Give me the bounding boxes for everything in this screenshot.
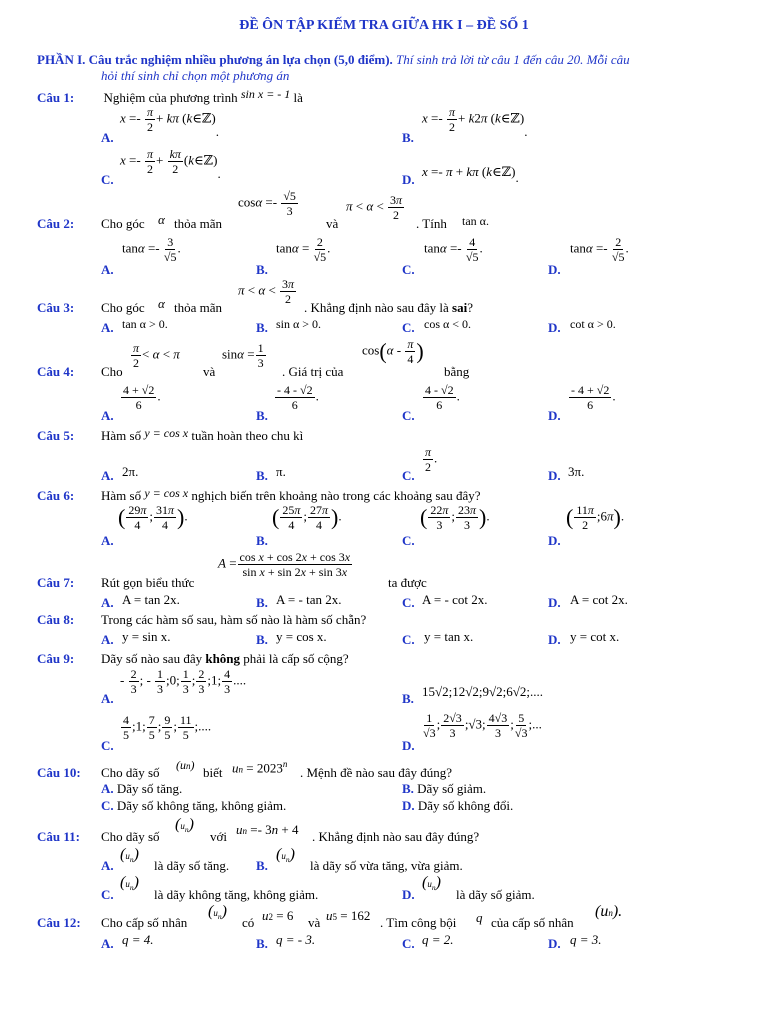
question-text: Rút gọn biểu thức [101, 575, 195, 590]
q12-choice-c-math: q = 2. [422, 932, 454, 947]
q8-choice-c-math: y = tan x. [424, 629, 474, 644]
question-text: và [308, 915, 321, 930]
question-label: Câu 12: [37, 915, 81, 930]
q8-choice-a-label[interactable]: A. [101, 632, 114, 647]
math-sequence: $(u_n)$ [208, 903, 227, 921]
question-5 [37, 428, 74, 444]
question-text: ta được [388, 575, 427, 590]
question-label: Câu 11: [37, 829, 80, 844]
question-text: . Khẳng định nào sau đây đúng? [312, 829, 480, 844]
q5-choice-d-math: 3π. [568, 464, 585, 479]
math-alpha: α [158, 212, 165, 227]
q5-choice-b-label[interactable]: B. [256, 468, 268, 483]
question-text: . Tìm công bội [380, 915, 457, 930]
math-u5: u5 = 162 [326, 908, 371, 923]
question-text: và [326, 216, 339, 231]
q12-choice-a-label[interactable]: A. [101, 936, 114, 951]
q11-choice-c-text: là dãy không tăng, không giảm. [154, 887, 319, 902]
q12-choice-b-label[interactable]: B. [256, 936, 268, 951]
q8-choice-a-math: y = sin x. [122, 629, 171, 644]
math-range: $\frac{\pi}{2}$ < α < π [133, 341, 180, 370]
q2-choice-b-label[interactable]: B. [256, 262, 268, 277]
q6-choice-a-math: ( $\frac{29\pi}{4}$ ; $\frac{31\pi}{4}$ ). [118, 503, 188, 532]
q8-choice-d-math: y = cot x. [570, 629, 620, 644]
question-text: Hàm số y = cos x tuần hoàn theo chu kì [101, 426, 304, 443]
q8-choice-b-label[interactable]: B. [256, 632, 268, 647]
q5-choice-d-label[interactable]: D. [548, 468, 561, 483]
q5-choice-a-label[interactable]: A. [101, 468, 114, 483]
q7-choice-b-math: A = - tan 2x. [276, 592, 342, 607]
q6-choice-a-label[interactable]: A. [101, 533, 114, 548]
question-text: . Mệnh đề nào sau đây đúng? [300, 765, 452, 780]
question-text: bằng [444, 364, 470, 379]
q11-choice-a-label[interactable]: A. [101, 858, 114, 873]
section-label: PHẦN I. Câu trắc nghiệm nhiều phương án lựa chọn (5,0 điểm). [37, 52, 393, 67]
q7-choice-a-math: A = tan 2x. [122, 592, 180, 607]
q2-choice-a-label[interactable]: A. [101, 262, 114, 277]
q4-choice-c-math: $\frac{4 - √2}{6}$ . [425, 383, 460, 412]
q1-choice-a-label[interactable]: A. [101, 130, 114, 145]
question-text: . Giá trị của [282, 364, 344, 379]
q7-choice-b-label[interactable]: B. [256, 595, 268, 610]
q1-choice-d-label[interactable]: D. [402, 172, 415, 187]
question-text: Cho [101, 364, 123, 379]
q3-choice-a-label[interactable]: A. [101, 320, 114, 335]
math-sin: sinα = $\frac{1}{3}$ [222, 341, 264, 370]
q1-choice-d-math: x =- π + kπ (k∈ℤ). [422, 164, 519, 185]
question-text: Cho góc [101, 300, 145, 315]
question-label: Câu 3: [37, 300, 75, 315]
q9-choice-c-label[interactable]: C. [101, 738, 114, 753]
q2-choice-c-label[interactable]: C. [402, 262, 415, 277]
q10-choice-b[interactable]: B. Dãy số giảm. [402, 781, 487, 796]
math-cos-expr: cos(α - $\frac{\pi}{4}$ ) [362, 337, 424, 366]
q7-choice-d-label[interactable]: D. [548, 595, 561, 610]
question-label: Câu 1: [37, 90, 75, 105]
q5-choice-a-math: 2π. [122, 464, 139, 479]
question-3 [37, 300, 74, 316]
q8-choice-b-math: y = cos x. [276, 629, 327, 644]
question-8 [37, 612, 74, 628]
q10-choice-a[interactable]: A. Dãy số tăng. [101, 781, 183, 796]
q12-choice-d-label[interactable]: D. [548, 936, 561, 951]
q1-choice-c-label[interactable]: C. [101, 172, 114, 187]
question-label: Câu 4: [37, 364, 75, 379]
math-sequence: (un) [176, 758, 195, 772]
question-4 [37, 364, 74, 380]
q9-choice-d-label[interactable]: D. [402, 738, 415, 753]
q9-choice-a-math: - $\frac{2}{3}$ ; - $\frac{1}{3}$ ;0; $\frac{1}{3}$ ; $\frac{2}{3}$ ;1; $\frac{4}{3}$ .... [120, 667, 247, 696]
math-sequence: $(u_n)$ [175, 816, 194, 834]
q4-choice-a-label[interactable]: A. [101, 408, 114, 423]
q9-choice-b-label[interactable]: B. [402, 691, 414, 706]
q6-choice-d-label[interactable]: D. [548, 533, 561, 548]
question-7 [37, 575, 74, 591]
q11-choice-a-text: là dãy số tăng. [154, 858, 230, 873]
question-9 [37, 651, 74, 667]
section-instruction-cont: hỏi thí sinh chỉ chọn một phương án [101, 68, 290, 83]
q10-choice-c[interactable]: C. Dãy số không tăng, không giảm. [101, 798, 287, 813]
math-sequence: (un). [595, 903, 623, 920]
question-12 [37, 915, 81, 931]
q1-choice-b-math: x =- $\frac{\pi}{2}$ + k2π (k∈ℤ). [422, 105, 528, 140]
q2-choice-a-math: tanα =- $\frac{3}{√5}$ . [122, 235, 181, 264]
question-label: Câu 5: [37, 428, 75, 443]
q3-choice-d-math: cot α > 0. [570, 317, 616, 331]
q10-choice-d[interactable]: D. Dãy số không đổi. [402, 798, 514, 813]
q3-choice-d-label[interactable]: D. [548, 320, 561, 335]
q11-choice-d-text: là dãy số giảm. [456, 887, 535, 902]
q7-choice-c-math: A = - cot 2x. [422, 592, 488, 607]
question-label: Câu 7: [37, 575, 75, 590]
question-text: là [293, 90, 303, 105]
q6-choice-b-label[interactable]: B. [256, 533, 268, 548]
q12-choice-b-math: q = - 3. [276, 932, 316, 947]
question-label: Câu 10: [37, 765, 81, 780]
q9-choice-b-math: 15√2;12√2;9√2;6√2;.... [422, 684, 543, 699]
question-label: Câu 2: [37, 216, 75, 231]
section-instruction: Thí sinh trả lời từ câu 1 đến câu 20. Mỗi câu [396, 52, 630, 67]
math-range: π < α < $\frac{3\pi}{2}$ [238, 277, 295, 306]
q4-choice-b-math: $\frac{- 4 - √2}{6}$ . [277, 383, 319, 412]
question-1 [37, 87, 303, 106]
section-header [37, 52, 630, 68]
q5-choice-c-math: $\frac{\pi}{2}$ . [425, 445, 438, 474]
math-fraction-A: A = $\frac{\text{cos x + cos 2x + cos 3x}}{\text{sin x + sin 2x + sin 3x}}$ [218, 550, 351, 579]
question-6 [37, 488, 74, 504]
q6-choice-c-math: ( $\frac{22\pi}{3}$ ; $\frac{23\pi}{3}$ ). [420, 503, 490, 532]
q7-choice-d-math: A = cot 2x. [570, 592, 628, 607]
q6-choice-c-label[interactable]: C. [402, 533, 415, 548]
question-text: thỏa mãn [174, 300, 223, 315]
math-expr: sin x = - 1 [240, 87, 291, 101]
math-sequence: $(u_n)$ [120, 874, 139, 892]
q5-choice-b-math: π. [276, 464, 286, 479]
question-text: biết [203, 765, 223, 780]
question-text: . Khẳng định nào sau đây là sai? [304, 300, 473, 315]
q3-choice-c-label[interactable]: C. [402, 320, 415, 335]
math-sequence: $(u_n)$ [276, 846, 295, 864]
q4-choice-b-label[interactable]: B. [256, 408, 268, 423]
question-text: và [203, 364, 216, 379]
q5-choice-c-label[interactable]: C. [402, 468, 415, 483]
question-text: có [242, 915, 255, 930]
question-text: Cho dãy số [101, 829, 160, 844]
math-cos: cosα =- $\frac{√5}{3}$ [238, 189, 296, 218]
q4-choice-c-label[interactable]: C. [402, 408, 415, 423]
q7-choice-c-label[interactable]: C. [402, 595, 415, 610]
q9-choice-a-label[interactable]: A. [101, 691, 114, 706]
q11-choice-b-text: là dãy số vừa tăng, vừa giảm. [310, 858, 463, 873]
q12-choice-a-math: q = 4. [122, 932, 154, 947]
question-label: Câu 8: [37, 612, 75, 627]
question-text: với [210, 829, 227, 844]
q3-choice-b-math: sin α > 0. [276, 317, 322, 331]
math-un: un = $2023^n$ [232, 759, 288, 776]
q2-choice-d-label[interactable]: D. [548, 262, 561, 277]
q9-choice-c-math: $\frac{4}{5}$ ;1; $\frac{7}{5}$ ; $\frac{9}{5}$ ; $\frac{11}{5}$ ;.... [123, 713, 212, 742]
page-title: ĐỀ ÔN TẬP KIẾM TRA GIỮA HK I – ĐỀ SỐ 1 [239, 18, 529, 33]
question-text: Dãy số nào sau đây không phải là cấp số cộng? [101, 651, 349, 666]
question-label: Câu 9: [37, 651, 75, 666]
q4-choice-d-label[interactable]: D. [548, 408, 561, 423]
question-text: Cho góc [101, 216, 145, 231]
math-tan: tan α. [462, 214, 489, 228]
q12-choice-d-math: q = 3. [570, 932, 602, 947]
math-range: π < α < $\frac{3\pi}{2}$ [346, 193, 403, 222]
q3-choice-b-label[interactable]: B. [256, 320, 268, 335]
q7-choice-a-label[interactable]: A. [101, 595, 114, 610]
math-alpha: α [158, 296, 165, 311]
question-label: Câu 6: [37, 488, 75, 503]
q11-choice-b-label[interactable]: B. [256, 858, 268, 873]
q4-choice-a-math: $\frac{4 + √2}{6}$ . [123, 383, 161, 412]
question-2 [37, 216, 74, 232]
q6-choice-b-math: ( $\frac{25\pi}{4}$ ; $\frac{27\pi}{4}$ ). [272, 503, 342, 532]
question-text: Nghiệm của phương trình [103, 90, 238, 105]
math-un: un =- 3n + 4 [236, 822, 299, 837]
q1-choice-c-math: x =- $\frac{\pi}{2}$ + $\frac{k\pi}{2}$ (k∈ℤ). [120, 147, 221, 182]
q2-choice-d-math: tanα =- $\frac{2}{√5}$ . [570, 235, 629, 264]
question-text: của cấp số nhân [491, 915, 574, 930]
q2-choice-b-math: tanα = $\frac{2}{√5}$ . [276, 235, 331, 264]
q6-choice-d-math: ( $\frac{11\pi}{2}$ ;6π). [566, 503, 625, 532]
q8-choice-c-label[interactable]: C. [402, 632, 415, 647]
q9-choice-d-math: $\frac{1}{√3}$ ; $\frac{2√3}{3}$ ;√3; $\frac{4√3}{3}$ ; $\frac{5}{√3}$ ;... [423, 711, 542, 740]
question-text: Hàm số y = cos x nghịch biến trên khoảng nào trong các khoảng sau đây? [101, 486, 481, 503]
q8-choice-d-label[interactable]: D. [548, 632, 561, 647]
q3-choice-a-math: tan α > 0. [122, 317, 168, 331]
q12-choice-c-label[interactable]: C. [402, 936, 415, 951]
question-11 [37, 829, 80, 845]
q3-choice-c-math: cos α < 0. [424, 317, 472, 331]
question-10 [37, 765, 81, 781]
question-text: Cho dãy số [101, 765, 160, 780]
q11-choice-c-label[interactable]: C. [101, 887, 114, 902]
q11-choice-d-label[interactable]: D. [402, 887, 415, 902]
math-sequence: $(u_n)$ [120, 846, 139, 864]
question-text: . Tính [416, 216, 447, 231]
q2-choice-c-math: tanα =- $\frac{4}{√5}$ . [424, 235, 483, 264]
q1-choice-a-math: x =- $\frac{\pi}{2}$ + kπ (k∈ℤ). [120, 105, 219, 140]
question-text: Trong các hàm số sau, hàm số nào là hàm số chẵn? [101, 612, 367, 627]
math-sequence: $(u_n)$ [422, 874, 441, 892]
q4-choice-d-math: $\frac{- 4 + √2}{6}$ . [571, 383, 616, 412]
question-text: thỏa mãn [174, 216, 223, 231]
q1-choice-b-label[interactable]: B. [402, 130, 414, 145]
math-q: q [476, 910, 483, 925]
question-text: Cho cấp số nhân [101, 915, 188, 930]
math-u2: u2 = 6 [262, 908, 294, 923]
